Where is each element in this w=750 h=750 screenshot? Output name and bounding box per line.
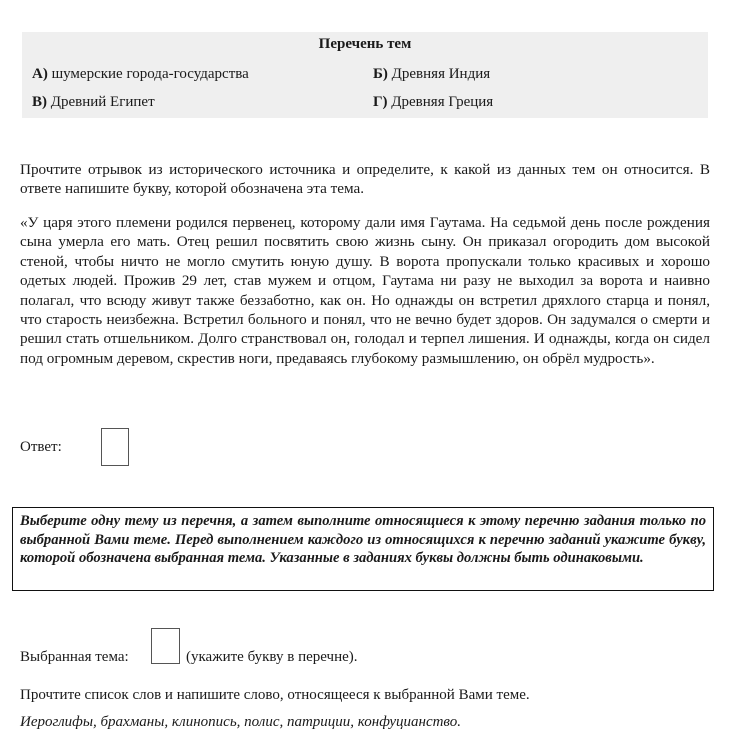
topic-g xyxy=(373,94,493,111)
answer-input-box[interactable] xyxy=(101,428,129,466)
topics-title: Перечень тем xyxy=(318,36,412,52)
topic-a-letter: А) xyxy=(32,66,48,82)
source-quote: «У царя этого племени родился первенец, которому дали имя Гаутама. На седьмой день после рождения сына умерла его мать. Отец решил посвятить свою жизнь сыну. Он приказал огородить дом высокой стеной, чтобы ничто не могло смутить юную душу. В ворота пропускали только красивых и хорошо одетых людей. Прожив 29 лет, став мужем и отцом, Гаутама ни разу не выходил за ворота и наивно полагал, что всюду живут также беззаботно, как он. Но однажды он встретил дряхлого старца и понял, что старость неизбежна. Встретил больного и понял, что не вечно будет здоров. Он задумался о смерти и решил стать отшельником. Долго странствовал он, голодал и терпел лишения. И однажды, когда он сидел под огромным деревом, скрестив ноги, предаваясь глубокому размышлению, он обрёл мудрость». xyxy=(20,214,710,367)
answer-label: Ответ: xyxy=(20,439,62,455)
topic-a-text: шумерские города-государства xyxy=(47,66,249,82)
topic-g-letter: Г) xyxy=(373,94,388,110)
topic-b-text: Древняя Индия xyxy=(387,66,491,82)
topics-list-box xyxy=(22,32,708,118)
topic-v xyxy=(32,94,155,111)
wordlist-words: Иероглифы, брахманы, клинопись, полис, патриции, конфуцианство. xyxy=(20,714,461,730)
instruction-note-box: Выберите одну тему из перечня, а затем выполните относящиеся к этому перечню задания только по выбранной Вами теме. Перед выполнением каждого из относящихся к перечню заданий укажите букву, которой обозначена выбранная тема. Указанные в заданиях буквы должны быть одинаковыми. xyxy=(12,507,714,591)
wordlist-instruction: Прочтите список слов и напишите слово, относящееся к выбранной Вами теме. xyxy=(20,687,530,703)
task-instruction: Прочтите отрывок из исторического источника и определите, к какой из данных тем он относится. В ответе напишите букву, которой обозначена эта тема. xyxy=(20,161,710,198)
topic-b-letter: Б) xyxy=(373,66,388,82)
chosen-topic-input-box[interactable] xyxy=(151,628,180,664)
topic-v-text: Древний Египет xyxy=(47,94,155,110)
topic-v-letter: В) xyxy=(32,94,47,110)
topic-g-text: Древняя Греция xyxy=(387,94,494,110)
topic-b xyxy=(373,66,490,83)
chosen-topic-hint: (укажите букву в перечне). xyxy=(186,649,358,665)
chosen-topic-label: Выбранная тема: xyxy=(20,649,129,665)
topic-a xyxy=(32,66,249,83)
